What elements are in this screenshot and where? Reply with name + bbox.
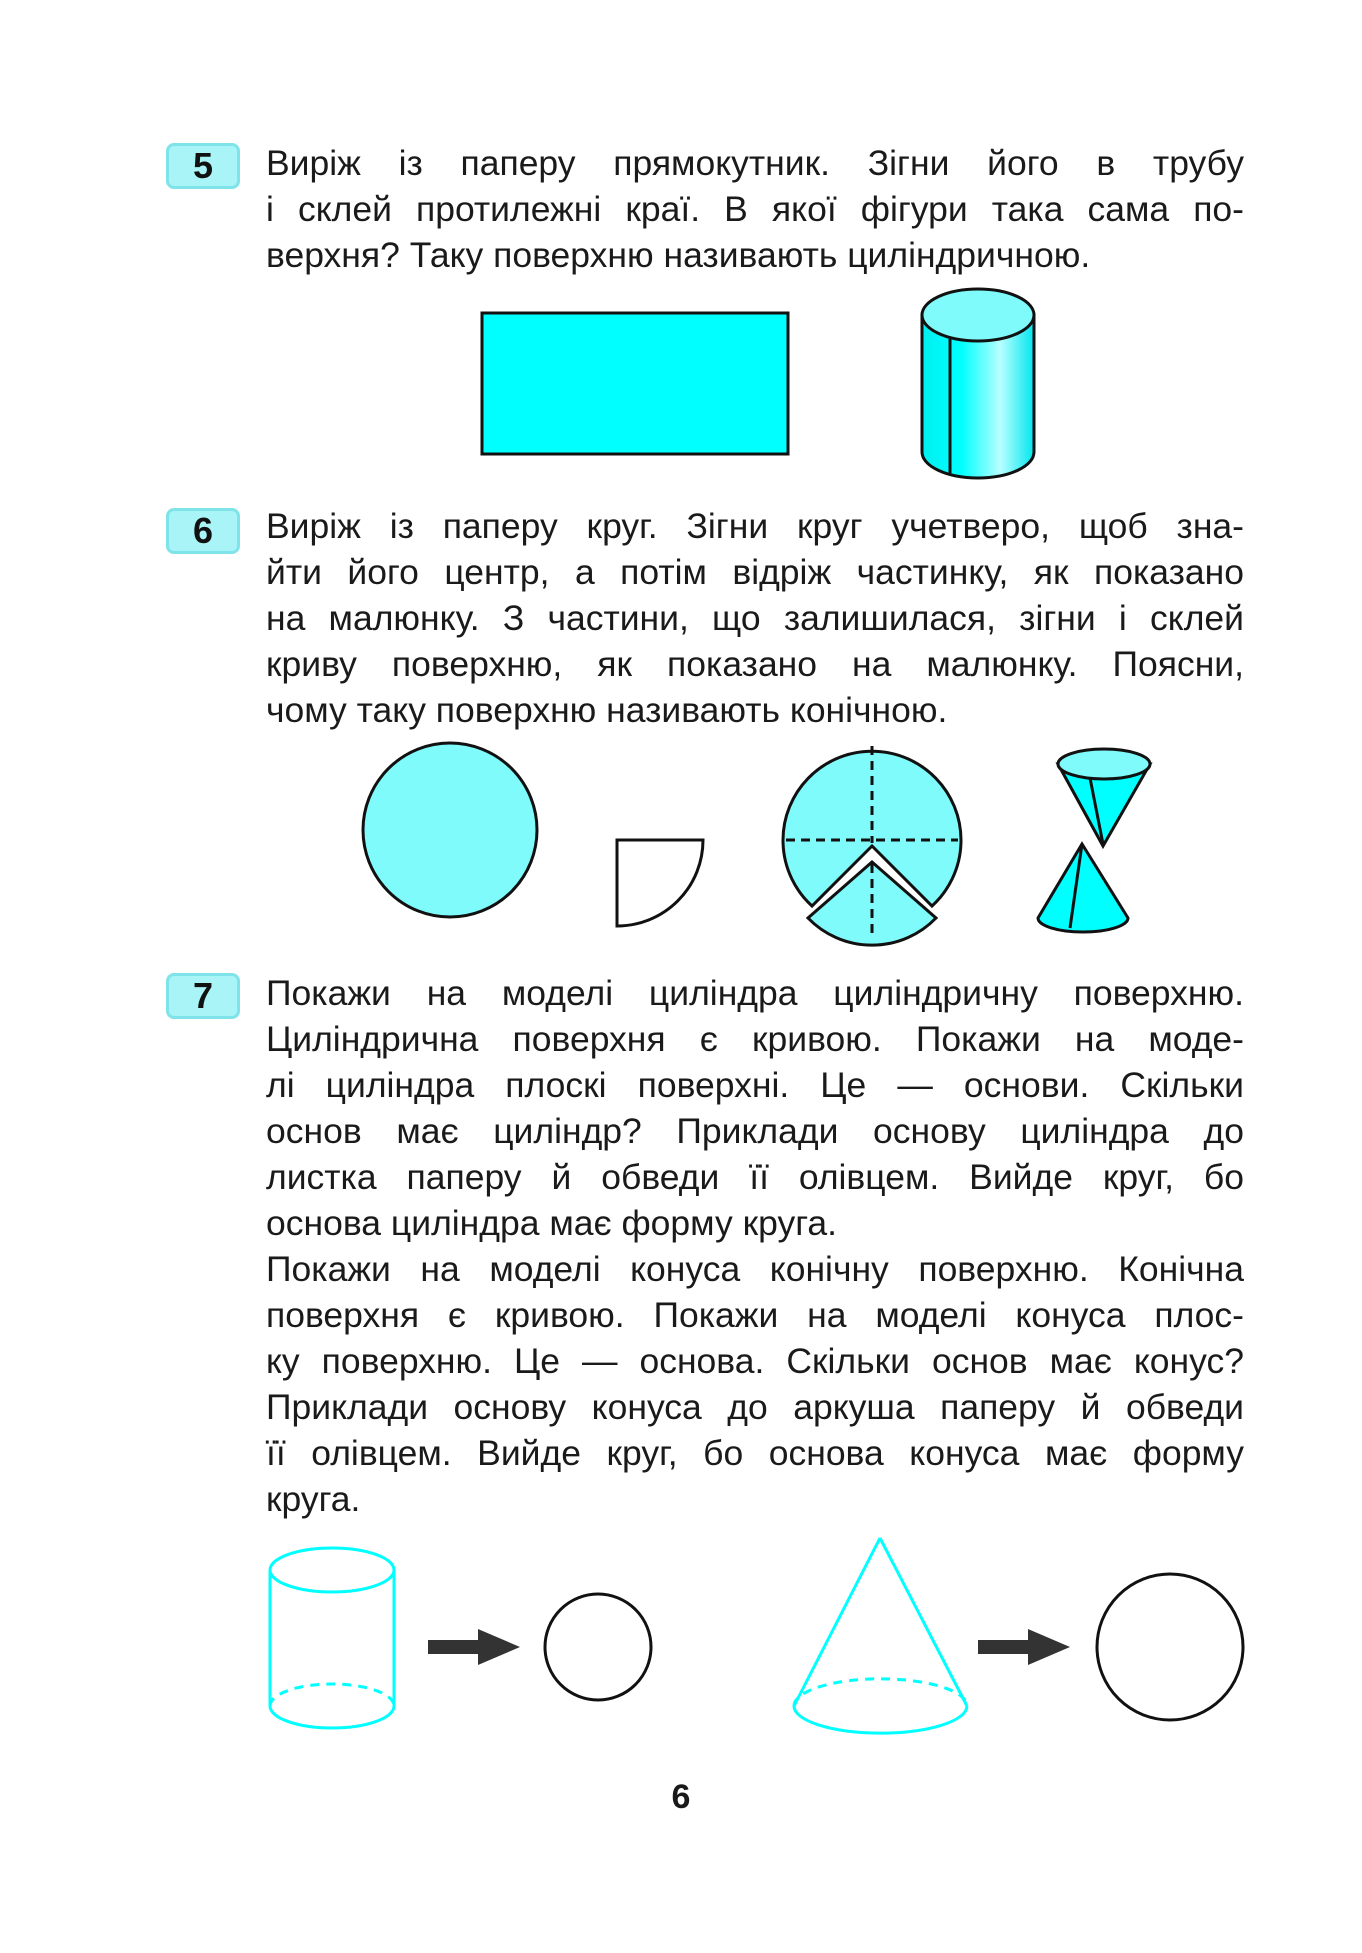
text-line: Виріж із паперу круг. Зігни круг учетверо, щоб зна- (266, 506, 1244, 546)
text-line: Покажи на моделі циліндра циліндричну поверхню. (266, 973, 1244, 1013)
text-line: верхня? Таку поверхню називають циліндричною. (266, 235, 1091, 275)
cylinder-shape (922, 289, 1034, 478)
task-5-figures (0, 0, 1362, 500)
text-line: ку поверхню. Це — основа. Скільки основ має конус? (266, 1341, 1244, 1381)
text-line: на малюнку. З частини, що залишилася, зігни і склей (266, 598, 1244, 638)
text-line: основа циліндра має форму круга. (266, 1203, 837, 1243)
cone-outline (794, 1538, 967, 1733)
paper-cones (1038, 749, 1150, 932)
task-number-badge: 7 (166, 973, 240, 1019)
folded-circle (783, 746, 961, 945)
text-line: криву поверхню, як показано на малюнку. Поясни, (266, 644, 1244, 684)
page-number: 6 (671, 1778, 691, 1816)
text-line: її олівцем. Вийде круг, бо основа конуса має форму (266, 1433, 1244, 1473)
text-line: Приклади основу конуса до аркуша паперу й обведи (266, 1387, 1244, 1427)
text-line: Циліндрична поверхня є кривою. Покажи на моде- (266, 1019, 1244, 1059)
paper-circle (363, 743, 537, 917)
task-6-text (266, 503, 1244, 733)
task-6-figures (0, 740, 1362, 940)
task-7-text-part-1 (266, 970, 1244, 1246)
text-line: чому таку поверхню називають конічною. (266, 690, 948, 730)
text-line: поверхня є кривою. Покажи на моделі конуса плос- (266, 1295, 1244, 1335)
text-line: листка паперу й обведи її олівцем. Вийде круг, бо (266, 1157, 1244, 1197)
cylinder-outline (270, 1548, 394, 1728)
text-line: і склей протилежні краї. В якої фігури така сама по- (266, 189, 1244, 229)
rectangle-shape (482, 313, 788, 454)
text-line: лі циліндра плоскі поверхні. Це — основи. Скільки (266, 1065, 1244, 1105)
text-line: йти його центр, а потім відріж частинку, як показано (266, 552, 1244, 592)
circle-base-cone (1097, 1574, 1243, 1720)
circle-base-cylinder (545, 1594, 651, 1700)
task-number-badge: 5 (166, 143, 240, 189)
arrow-right-icon (978, 1629, 1070, 1665)
text-line: основ має циліндр? Приклади основу циліндра до (266, 1111, 1244, 1151)
task-7-text-part-2 (266, 1246, 1244, 1522)
task-7-figures (0, 1530, 1362, 1750)
arrow-right-icon (428, 1629, 520, 1665)
task-number-badge: 6 (166, 508, 240, 554)
text-line: Покажи на моделі конуса конічну поверхню. Конічна (266, 1249, 1244, 1289)
text-line: круга. (266, 1479, 361, 1519)
text-line: Виріж із паперу прямокутник. Зігни його в трубу (266, 143, 1244, 183)
